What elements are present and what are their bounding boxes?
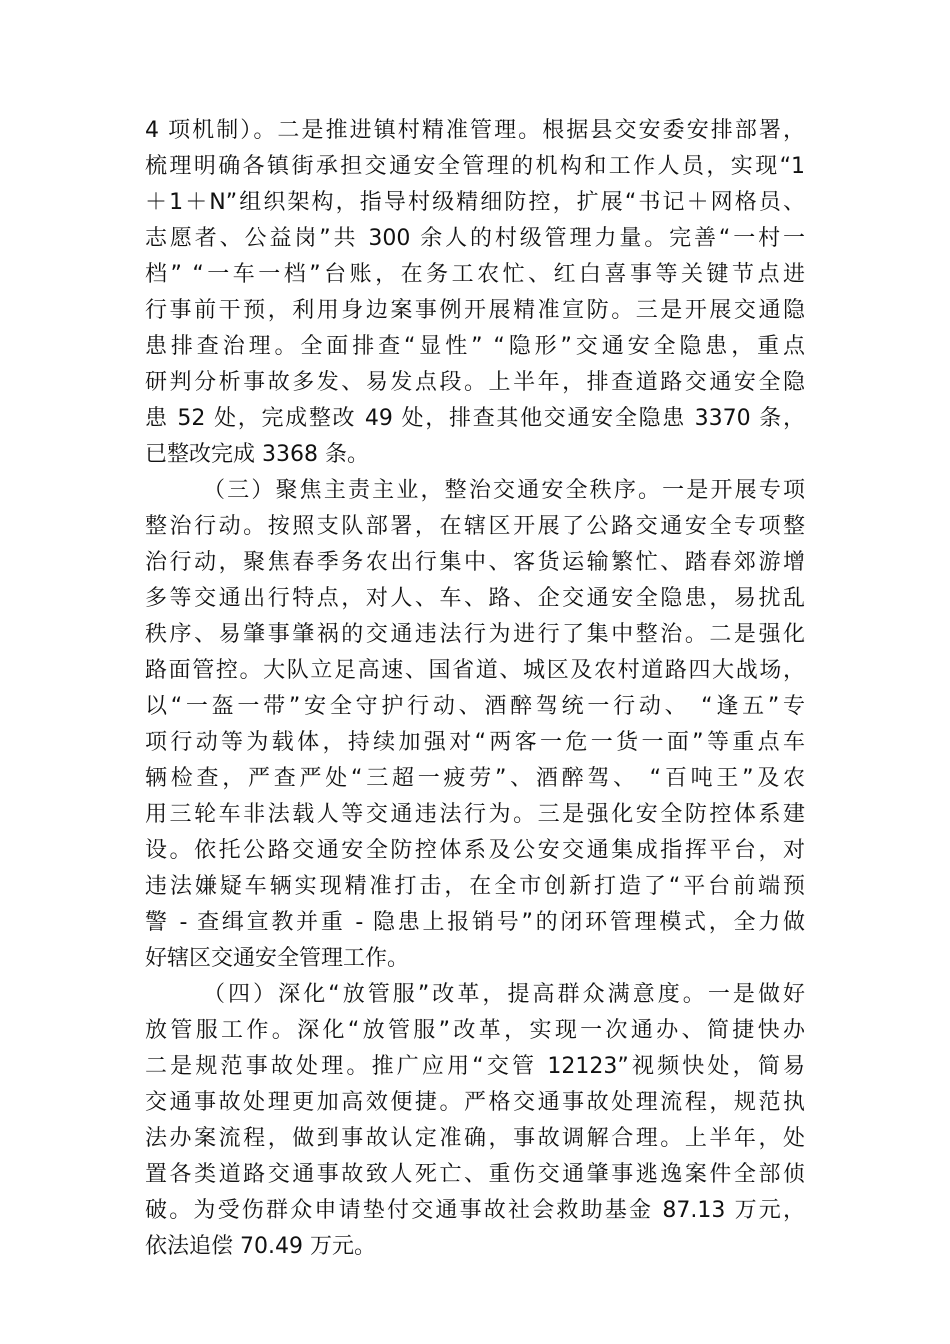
text-line: 用三轮车非法载人等交通违法行为。三是强化安全防控体系建	[145, 802, 805, 827]
text-line: 设。依托公路交通安全防控体系及公安交通集成指挥平台，对	[145, 838, 805, 863]
paragraph-section-three	[145, 473, 805, 977]
section-heading-line: （三）聚焦主责主业，整治交通安全秩序。一是开展专项	[203, 478, 805, 503]
document-body	[145, 113, 805, 1265]
text-line: 违法嫌疑车辆实现精准打击，在全市创新打造了“平台前端预	[145, 874, 805, 899]
text-line: 行事前干预，利用身边案事例开展精准宣防。三是开展交通隐	[145, 298, 805, 323]
text-line: 患排查治理。全面排查“显性” “隐形”交通安全隐患，重点	[145, 334, 805, 359]
text-line: 警 - 查缉宣教并重 - 隐患上报销号”的闭环管理模式，全力做	[145, 910, 805, 935]
text-line: 档” “一车一档”台账，在务工农忙、红白喜事等关键节点进	[145, 262, 805, 287]
text-line: 置各类道路交通事故致人死亡、重伤交通肇事逃逸案件全部侦	[145, 1162, 805, 1187]
text-line: 好辖区交通安全管理工作。	[145, 946, 410, 971]
text-line: 患 52 处，完成整改 49 处，排查其他交通安全隐患 3370 条，	[145, 406, 805, 431]
text-line: 研判分析事故多发、易发点段。上半年，排查道路交通安全隐	[145, 370, 805, 395]
text-line: ＋1＋N”组织架构，指导村级精细防控，扩展“书记＋网格员、	[145, 190, 805, 215]
text-line: 多等交通出行特点，对人、车、路、企交通安全隐患，易扰乱	[145, 586, 805, 611]
text-line: 秩序、易肇事肇祸的交通违法行为进行了集中整治。二是强化	[145, 622, 805, 647]
text-line: 整治行动。按照支队部署，在辖区开展了公路交通安全专项整	[145, 514, 805, 539]
text-line: 志愿者、公益岗”共 300 余人的村级管理力量。完善“一村一	[145, 226, 805, 251]
text-line: 放管服工作。深化“放管服”改革，实现一次通办、简捷快办	[145, 1018, 805, 1043]
text-line: 依法追偿 70.49 万元。	[145, 1234, 376, 1259]
text-line: 项行动等为载体，持续加强对“两客一危一货一面”等重点车	[145, 730, 805, 755]
text-line: 二是规范事故处理。推广应用“交管 12123”视频快处，简易	[145, 1054, 805, 1079]
paragraph-section-four	[145, 977, 805, 1265]
text-line: 破。为受伤群众申请垫付交通事故社会救助基金 87.13 万元，	[145, 1198, 805, 1223]
text-line: 法办案流程，做到事故认定准确，事故调解合理。上半年，处	[145, 1126, 805, 1151]
paragraph-mechanisms	[145, 113, 805, 473]
text-line: 治行动，聚焦春季务农出行集中、客货运输繁忙、踏春郊游增	[145, 550, 805, 575]
text-line: 交通事故处理更加高效便捷。严格交通事故处理流程，规范执	[145, 1090, 805, 1115]
text-line: 4 项机制）。二是推进镇村精准管理。根据县交安委安排部署，	[145, 118, 805, 143]
text-line: 路面管控。大队立足高速、国省道、城区及农村道路四大战场，	[145, 658, 805, 683]
text-line: 梳理明确各镇街承担交通安全管理的机构和工作人员，实现“1	[145, 154, 805, 179]
text-line: 以“一盔一带”安全守护行动、酒醉驾统一行动、 “逢五”专	[145, 694, 805, 719]
text-line: 已整改完成 3368 条。	[145, 442, 369, 467]
section-heading-line: （四）深化“放管服”改革，提高群众满意度。一是做好	[203, 982, 805, 1007]
text-line: 辆检查，严查严处“三超一疲劳”、酒醉驾、 “百吨王”及农	[145, 766, 805, 791]
